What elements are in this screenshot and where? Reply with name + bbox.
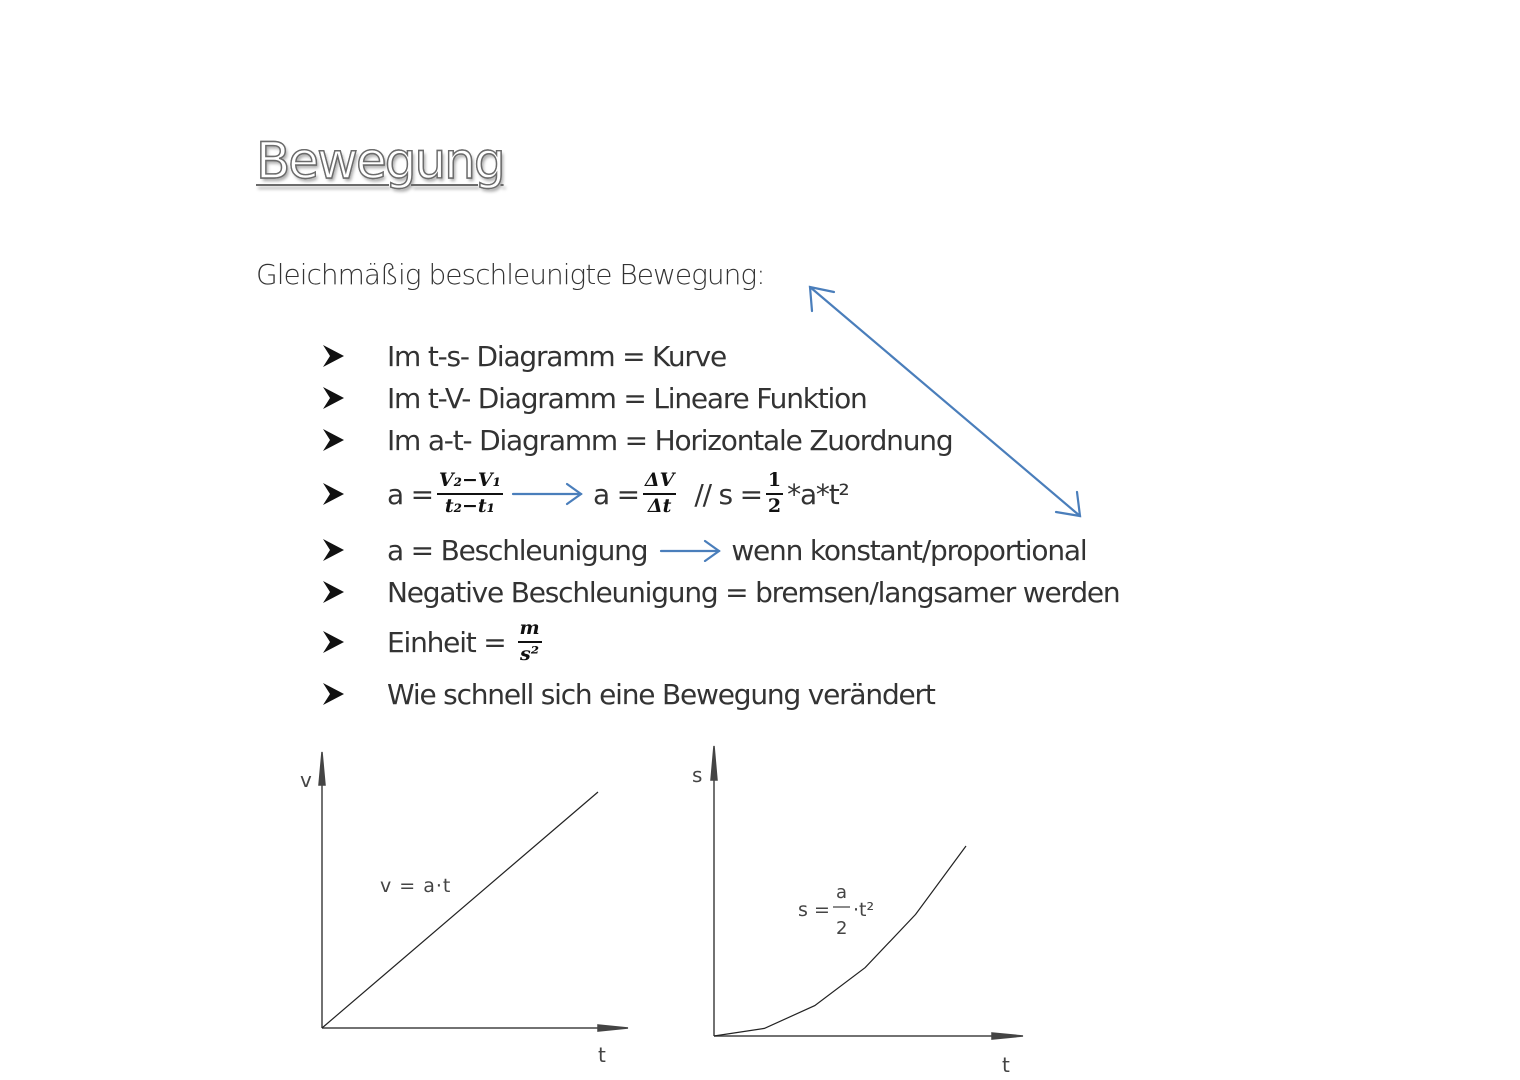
y-axis-label: v: [300, 768, 312, 792]
x-axis-label: t: [1002, 1053, 1010, 1077]
formula-denominator: 2: [836, 918, 848, 939]
formula-numerator: a: [836, 882, 848, 903]
v-t-chart: [280, 740, 640, 1070]
fraction-half: [766, 471, 783, 517]
formula-s-label: // s =: [694, 477, 762, 511]
definition-row: [387, 530, 1086, 570]
formula-a-label: a =: [592, 477, 639, 511]
arrowhead-bullet-icon: [320, 681, 346, 707]
arrowhead-bullet-icon: [320, 629, 346, 655]
y-axis-label: s: [692, 763, 703, 787]
page-title: Bewegung: [256, 132, 504, 190]
bullet-text: Im t-s- Diagramm = Kurve: [387, 339, 727, 373]
x-axis-label: t: [598, 1043, 606, 1067]
fraction-numerator: m: [518, 619, 542, 643]
fraction-unit: [518, 619, 542, 665]
bullet-text: Einheit =: [387, 625, 506, 659]
formula-row: [387, 466, 849, 522]
series-line: [322, 792, 598, 1028]
s-t-chart: [670, 740, 1040, 1080]
formula-s-tail: *a*t²: [787, 477, 849, 511]
y-axis: [319, 752, 325, 1028]
formula-rhs: ·t²: [853, 899, 875, 921]
formula-a-label: a =: [387, 477, 433, 511]
unit-row: [387, 614, 546, 670]
x-axis: [714, 1033, 1023, 1039]
bullet-text: Wie schnell sich eine Bewegung verändert: [387, 677, 935, 711]
bullet-text: wenn konstant/proportional: [731, 533, 1087, 567]
right-arrow-icon: [659, 538, 723, 562]
bullet-text: Im a-t- Diagramm = Horizontale Zuordnung: [387, 423, 953, 457]
arrowhead-bullet-icon: [320, 481, 346, 507]
y-axis: [711, 746, 717, 1036]
arrowhead-bullet-icon: [320, 343, 346, 369]
bullet-text: Im t-V- Diagramm = Lineare Funktion: [387, 381, 867, 415]
fraction-numerator: 1: [766, 471, 783, 495]
formula-lhs: s =: [798, 899, 830, 921]
arrowhead-bullet-icon: [320, 579, 346, 605]
section-heading: Gleichmäßig beschleunigte Bewegung:: [256, 258, 765, 291]
fraction-delta: [643, 471, 676, 517]
arrowhead-bullet-icon: [320, 385, 346, 411]
fraction-numerator: ΔV: [643, 471, 676, 495]
fraction-velocity-time: [437, 471, 503, 517]
fraction-denominator: 2: [767, 495, 782, 517]
bullet-text: Negative Beschleunigung = bremsen/langsamer werden: [387, 575, 1120, 609]
arrowhead-bullet-icon: [320, 427, 346, 453]
fraction-denominator: s²: [520, 643, 540, 665]
fraction-denominator: t₂−t₁: [444, 495, 495, 517]
right-arrow-icon: [511, 482, 585, 506]
arrowhead-bullet-icon: [320, 537, 346, 563]
x-axis: [322, 1025, 628, 1031]
formula-label: v = a·t: [380, 875, 452, 897]
fraction-numerator: V₂−V₁: [437, 471, 503, 495]
fraction-denominator: Δt: [647, 495, 672, 517]
bullet-text: a = Beschleunigung: [387, 533, 648, 567]
series-line: [714, 846, 966, 1036]
